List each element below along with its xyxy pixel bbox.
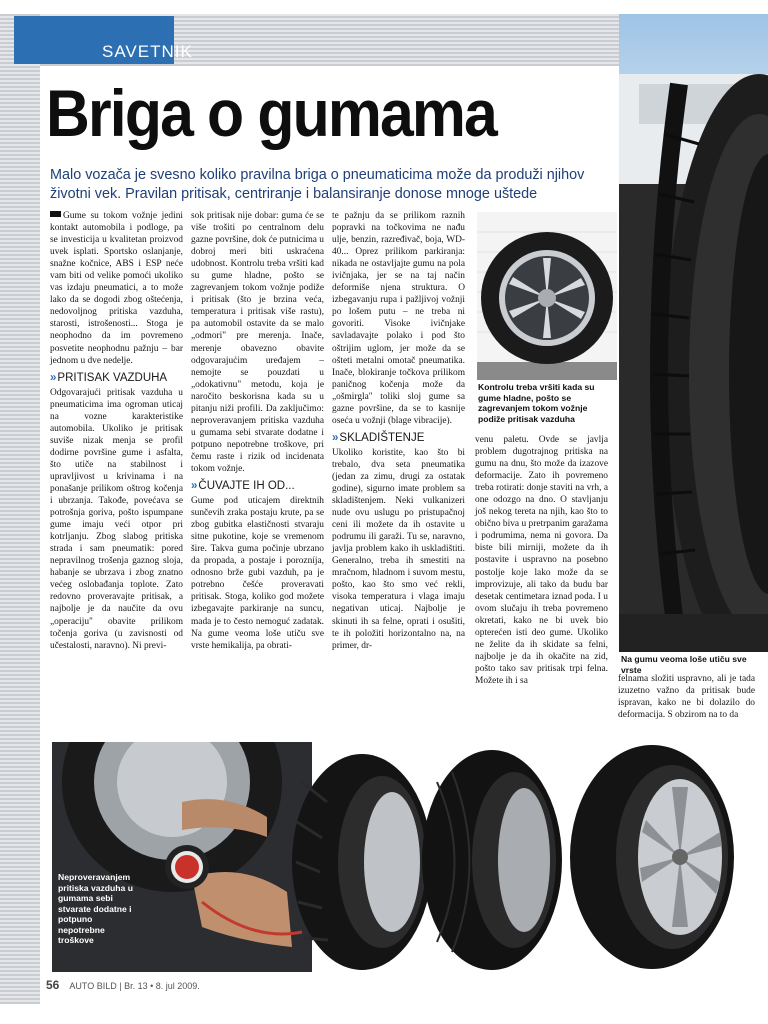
col1-intro: Gume su tokom vožnje jedini kontakt automobila i podloge, pa se investicija u kvalitetan proizvod uvek isplati. Sportsko oslanjanje, snažne kočnice, ABS i ESP neće vam biti od velike pomoći ukoliko vas izdaju pneumatici, a to može lako da se dogodi zbog oštećenja, nedovoljnog pritiska vazduha, starosti, istrošenosti... Stoga je neophodno da im povremeno posvetite neophodnu pažnju – bar jednom u dve nedelje. <box>50 211 183 366</box>
caption-alloy-wheel: Kontrolu treba vršiti kada su gume hladne, pošto se zagrevanjem tokom vožnje podiže pritisak vazduha <box>478 382 595 424</box>
section-label: SAVETNIK <box>102 42 193 61</box>
issue-info: Br. 13 • 8. jul 2009. <box>124 981 200 991</box>
subheading-cuvajte: » ČUVAJTE IH OD... <box>191 480 295 493</box>
col2-body-2: Gume pod uticajem direktnih sunčevih zraka postaju krute, pa se zbog gubitka elastičnosti stvaraju sitne pukotine, koje se vremenom šire. Takva guma počinje ubrzano da propada, a postaje i porozníja, odnosno brže gubi vazduh, pa je potrebno češće proveravati pritisak. Stoga, koliko god možete izbegavajte parkiranje na suncu, mada je to često nemoguć zadatak. Na gume veoma loše utiču sve vrste hemikalija, pa obrati- <box>191 496 324 651</box>
alloy-wheel-image <box>477 212 617 380</box>
col2-body: sok pritisak nije dobar: guma će se više trošiti po centralnom delu gazne površine, dok će putnicima u dobroj meri biti uskraćena udobnost. Kontrolu treba vršiti kad su gume hladne, pošto se zagrevanjem tokom vožnje podiže i pritisak (što je brzina veća, temperatura i pritisak više rastu), pa automobil ostavite da se malo „odmori" pre merenja. Inače, merenje obavezno obavite odgovarajućim uređajem – nemojte se pouzdati u „odokativnu" metodu, koja je naročito beskorisna kada su u pitanju niži profili. Da zaključimo: neproveravanjem pritiska vazduha u gumama sebi stvarate dodatne i potpuno nepotrebne troškove, pri čemu raste i rizik od incidenata tokom vožnje. <box>191 211 324 474</box>
chevron-right-icon: » <box>191 480 197 493</box>
text-column-2 <box>191 210 324 652</box>
col5-body: felnama složiti uspravno, ali je tada izuzetno važno da pritisak bude ispravan, kako ne bi dolazilo do deformacija. S obzirom na to da <box>618 674 755 721</box>
page-footer <box>46 978 200 992</box>
text-column-5 <box>618 673 755 721</box>
text-column-3 <box>332 210 465 652</box>
text-column-1 <box>50 210 183 652</box>
subheading-pritisak: » PRITISAK VAZDUHA <box>50 371 168 384</box>
article-lead: Malo vozača je svesno koliko pravilna briga o pneumaticima može da produži njihov životni vek. Pravilan pritisak, centriranje i balansiranje donose mnoge uštede <box>50 167 585 202</box>
chevron-right-icon: » <box>50 371 56 384</box>
text-column-4 <box>475 434 608 687</box>
tires-row-image <box>52 742 768 972</box>
photo-tire-sidewall <box>619 14 768 652</box>
col3-body: te pažnju da se prilikom raznih popravki na točkovima ne nađu ulje, benzin, razređivač, boja, WD-40... Oprez prilikom parkiranja: nikada ne ostavljajte gumu na pola ivičnjaka, jer se na taj način deformiše njena struktura. O izbegavanju rupa i pažljivoj vožnji po lošem putu – ne treba ni govoriti. Visoke ivičnjake savladavajte polako i pod što oštrijim uglom, jer može da se ošteti metalni omotač pneumatika. Inače, blokiranje točkova prilikom paničnog kočenja može da „ošmirgla" toliki sloj gume sa gazne površine, da se to kasnije oseća u vožnji (blage vibracije). <box>332 211 465 426</box>
tire-sidewall-image <box>619 14 768 652</box>
footer-separator: | <box>119 981 125 991</box>
col4-body: venu paletu. Ovde se javlja problem dugotrajnog pritiska na gumu na dnu, što može da izazove deformacije. Zato ih povremeno treba rotirati: donje staviti na vrh, a one odozgo na dno. O stavljanju još nekog tereta na njih, kao što to obično biva u pretrpanim garažama i podrumima, nema ni govora. Da biste bili mirniji, možete da ih postavite i uspravno na posebno postolje koje lako može da se improvizuje, ali tako da budu bar desetak centimetara iznad poda. I u ovom slučaju ih treba povremeno okretati, kako ne bi uvek bio opterećen isti deo gume. Ukoliko ne želite da ih skidate sa felni, najbolje je da ih okačite na zid, pošto tako sav pritisak trpi felna. Možete ih i sa <box>475 435 608 686</box>
col3-body-2: Ukoliko koristite, kao što bi trebalo, dva seta pneumatika (jedan za zimu, drugi za ostatak godine), sigurno imate problem sa skladištenjem. Neki vulkanizeri nude ovu uslugu po pristupačnoj ceni ili možete da ih ostavite u podrumu ili garaži. Tu se, naravno, javlja problem kako ih uskladištiti. Generalno, treba ih smestiti na mračnom, hladnom i suvom mestu, pošto, kao što smo već rekli, visoka temperatura i vlaga imaju negativan uticaj. Najbolje je skinuti ih sa felne, oprati i osušiti, te ih položiti horizontalno na, na primer, dr- <box>332 447 465 651</box>
col1-body: Odgovarajući pritisak vazduha u pneumaticima ima ogroman uticaj na vozne karakteristike automobila. Ukoliko je pritisak suviše nizak menja se profil dodirne površine gume i asfalta, što utiče na stabilnost i upravljivost u krivinama i na ponašanje prilikom oštrog kočenja i ubrzanja. Takođe, povećava se potrošnja goriva, pošto ispumpane gume imaju veći otpor pri kotrljanju. Zbog slabog pritiska strada i sam pneumatik: pored nepravilnog trošenja gaznog sloja, habanje se ubrzava i zbog znatno većeg oslobađanja toplote. Zato redovno proveravajte pritisak, a najbolje je da naučite da ovu „operaciju" obavite prilikom točenja goriva (u zavisnosti od učestalosti, naravno). Ni previ- <box>50 387 183 651</box>
photo-tires-row <box>52 742 768 972</box>
section-badge <box>14 16 193 64</box>
caption-tire-sidewall: Na gumu veoma loše utiču sve vrste <box>621 654 747 675</box>
photo-alloy-wheel <box>477 212 617 380</box>
stripe-band-left <box>0 14 40 1004</box>
subheading-skladistenje: » SKLADIŠTENJE <box>332 431 425 444</box>
page-number: 56 <box>46 978 60 992</box>
chevron-right-icon: » <box>332 431 338 444</box>
article-title: Briga o gumama <box>46 76 496 150</box>
magazine-name: AUTO BILD <box>69 981 117 991</box>
paragraph-marker-icon <box>50 211 61 217</box>
caption-pressure-gauge: Neproveravanjem pritiska vazduha u gumama sebi stvarate dodatne i potpuno nepotrebne troškove <box>58 872 133 945</box>
